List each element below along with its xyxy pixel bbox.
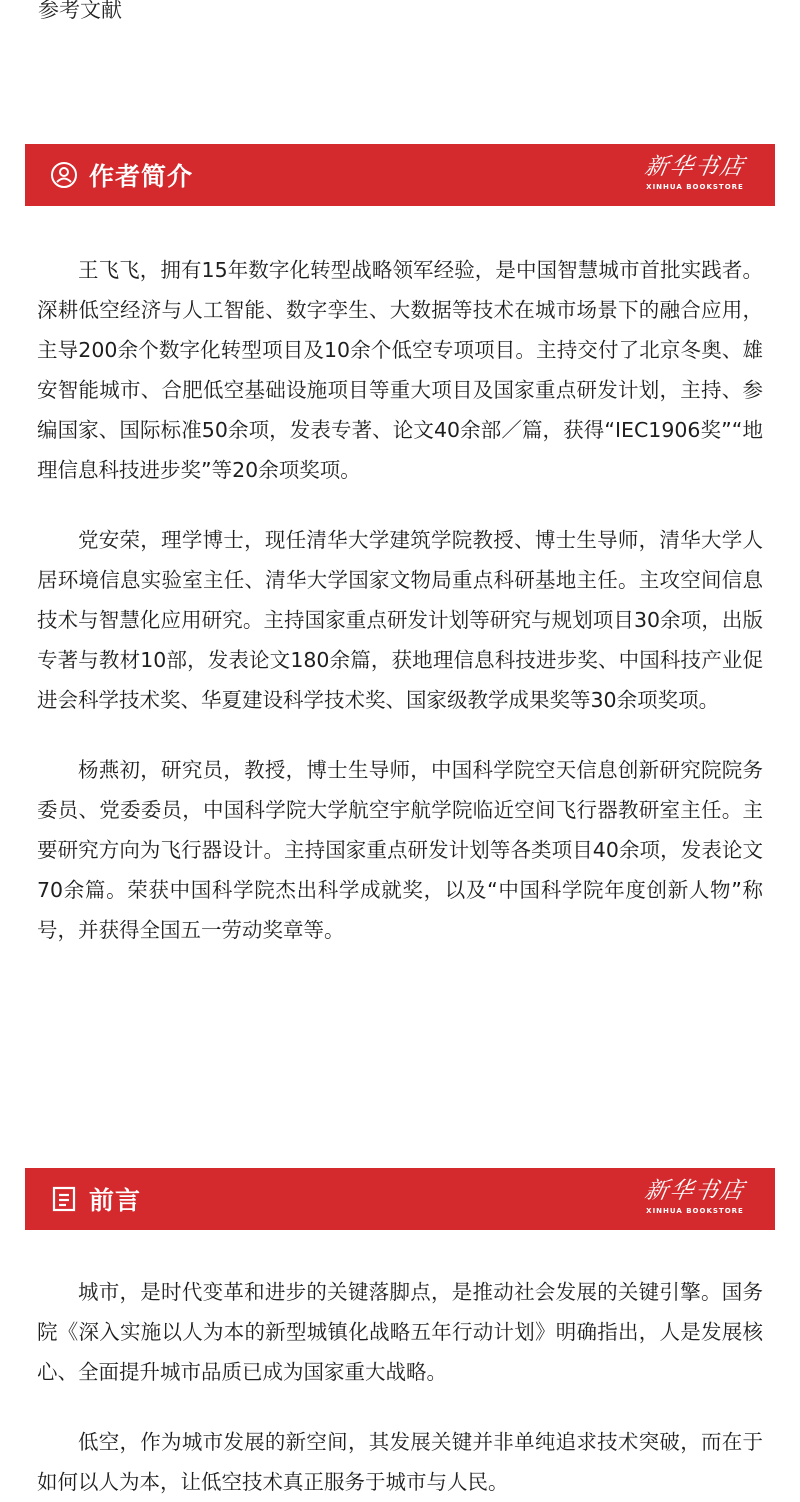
references-heading: 参考文献 xyxy=(38,0,122,22)
person-circle-icon xyxy=(49,160,79,190)
author-intro-content xyxy=(37,250,763,950)
document-list-icon xyxy=(49,1184,79,1214)
author-paragraph: 党安荣，理学博士，现任清华大学建筑学院教授、博士生导师，清华大学人居环境信息实验室主任、清华大学国家文物局重点科研基地主任。主攻空间信息技术与智慧化应用研究。主持国家重点研发计划等研究与规划项目30余项，出版专著与教材10部，发表论文180余篇，获地理信息科技进步奖、中国科技产业促进会科学技术奖、华夏建设科学技术奖、国家级教学成果奖等30余项奖项。 xyxy=(37,528,763,712)
logo-latin: XINHUA BOOKSTORE xyxy=(646,183,744,191)
author-paragraph: 杨燕初，研究员，教授，博士生导师，中国科学院空天信息创新研究院院务委员、党委委员，中国科学院大学航空宇航学院临近空间飞行器教研室主任。主要研究方向为飞行器设计。主持国家重点研发计划等各类项目40余项，发表论文70余篇。荣获中国科学院杰出科学成就奖，以及“中国科学院年度创新人物”称号，并获得全国五一劳动奖章等。 xyxy=(37,758,763,942)
logo-latin: XINHUA BOOKSTORE xyxy=(646,1207,744,1215)
author-paragraph: 王飞飞，拥有15年数字化转型战略领军经验，是中国智慧城市首批实践者。深耕低空经济与人工智能、数字孪生、大数据等技术在城市场景下的融合应用，主导200余个数字化转型项目及10余个低空专项项目。主持交付了北京冬奥、雄安智能城市、合肥低空基础设施项目等重大项目及国家重点研发计划，主持、参编国家、国际标准50余项，发表专著、论文40余部／篇，获得“IEC1906奖”“地理信息科技进步奖”等20余项奖项。 xyxy=(37,258,763,482)
banner-title: 前言 xyxy=(89,1186,142,1215)
preface-paragraph: 城市，是时代变革和进步的关键落脚点，是推动社会发展的关键引擎。国务院《深入实施以人为本的新型城镇化战略五年行动计划》明确指出，人是发展核心、全面提升城市品质已成为国家重大战略。 xyxy=(37,1280,763,1384)
logo-script: 新华书店 xyxy=(642,1178,748,1204)
preface-content xyxy=(37,1272,763,1502)
xinhua-bookstore-logo xyxy=(643,1176,747,1222)
preface-banner xyxy=(25,1168,775,1230)
xinhua-bookstore-logo xyxy=(643,152,747,198)
logo-script: 新华书店 xyxy=(642,154,748,180)
author-intro-banner xyxy=(25,144,775,206)
banner-title: 作者简介 xyxy=(89,162,194,191)
preface-paragraph: 低空，作为城市发展的新空间，其发展关键并非单纯追求技术突破，而在于如何以人为本，让低空技术真正服务于城市与人民。 xyxy=(37,1430,763,1494)
